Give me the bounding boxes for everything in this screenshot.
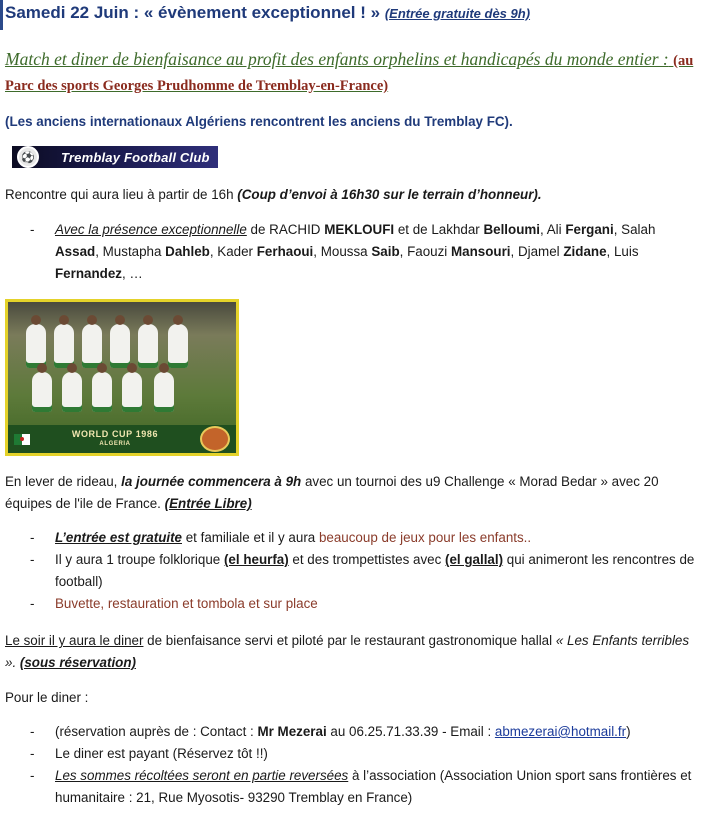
dash-bullet: - (30, 552, 35, 567)
team-photo (5, 299, 239, 456)
text-run: (el heurfa) (223, 552, 289, 567)
dash-bullet: - (30, 768, 35, 783)
text-run: L’entrée est gratuite (55, 530, 182, 545)
player-name: Zidane (563, 244, 607, 259)
text-run: , Moussa (313, 244, 372, 259)
logo-text: Tremblay Football Club (61, 149, 210, 165)
player-figure (32, 372, 52, 412)
text-run: , Salah (613, 222, 656, 237)
player-name: Assad (55, 244, 96, 259)
player-name: Fernandez (55, 266, 122, 281)
players-intro: Avec la présence exceptionnelle (55, 222, 247, 237)
text-run: ) (626, 724, 631, 739)
soir-paragraph (5, 630, 702, 674)
player-name: Saib (371, 244, 400, 259)
player-figure (92, 372, 112, 412)
list-item (0, 549, 702, 593)
dash-bullet: - (30, 746, 35, 761)
text-run: , Faouzi (399, 244, 451, 259)
list-item (0, 765, 702, 809)
algeria-flag-icon (14, 434, 30, 445)
text-run: , Ali (540, 222, 566, 237)
title-subtitle: (Entrée gratuite dès 9h) (384, 6, 531, 21)
text-run: , Kader (209, 244, 257, 259)
list-item (0, 721, 702, 743)
match-heading (5, 48, 702, 98)
list-item (0, 527, 702, 549)
player-name: Dahleb (165, 244, 210, 259)
text-run: et des trompettistes avec (288, 552, 445, 567)
diner-list (0, 721, 702, 809)
page-title (5, 2, 702, 25)
photo-caption-bar (8, 425, 236, 453)
text-run: et de Lakhdar (394, 222, 484, 237)
text-run: de bienfaisance servi et piloté par le restaurant gastronomique hallal (143, 633, 556, 648)
anciens-line: (Les anciens internationaux Algériens rencontrent les anciens du Tremblay FC). (5, 114, 513, 129)
text-run: et familiale et il y aura (182, 530, 319, 545)
player-figure (138, 324, 158, 368)
entree-libre: (Entrée Libre) (164, 496, 252, 511)
list-item (0, 219, 702, 285)
text-run: Il y aura 1 troupe folklorique (55, 552, 224, 567)
player-figure (168, 324, 188, 368)
dash-bullet: - (30, 596, 35, 611)
caption-text: WORLD CUP 1986 (71, 429, 159, 439)
email-link[interactable]: abmezerai@hotmail.fr (494, 724, 627, 739)
rencontre-line (5, 184, 702, 206)
match-text: Match et diner de bienfaisance au profit des enfants orphelins et handicapés du monde entier : (5, 49, 669, 69)
text-run: la journée commencera à 9h (121, 474, 302, 489)
player-name: Fergani (565, 222, 614, 237)
player-name: Mansouri (450, 244, 511, 259)
soccer-ball-icon: ⚽ (17, 146, 39, 168)
activities-list (0, 527, 702, 615)
text-run: beaucoup de jeux pour les enfants.. (318, 530, 532, 545)
text-run: En lever de rideau, (5, 474, 122, 489)
player-figure (154, 372, 174, 412)
text-run: (réservation auprès de : Contact : (55, 724, 258, 739)
text-run: Buvette, restauration et tombola et sur place (55, 596, 318, 611)
player-name: MEKLOUFI (324, 222, 395, 237)
sous-reservation: (sous réservation) (19, 655, 136, 670)
lever-paragraph (5, 471, 702, 515)
left-rule (0, 0, 3, 30)
caption-country: ALGERIA (99, 441, 131, 447)
player-figure (122, 372, 142, 412)
text-run: avec un tournoi des u9 Challenge « Morad Bedar » avec 20 équipes de l'ile de France. (5, 474, 659, 511)
rencontre-text: Rencontre qui aura lieu à partir de 16h (5, 187, 238, 202)
text-run: à l’association (Association Union sport sans frontières et humanitaire : 21, Rue Myosotis- 93290 Tremblay en France) (55, 768, 692, 805)
player-figure (26, 324, 46, 368)
pour-le-diner: Pour le diner : (5, 690, 89, 705)
text-run: Le soir il y aura le diner (5, 633, 144, 648)
text-run: , Djamel (510, 244, 564, 259)
player-figure (82, 324, 102, 368)
text-run: « Les Enfants terribles ». (5, 633, 690, 670)
dash-bullet: - (30, 724, 35, 739)
dash-bullet: - (30, 530, 35, 545)
list-item (0, 593, 702, 615)
player-name: Ferhaoui (256, 244, 314, 259)
text-run: Les sommes récoltées seront en partie reversées (55, 768, 349, 783)
player-figure (62, 372, 82, 412)
text-run: , … (121, 266, 143, 281)
photo-caption (72, 429, 158, 449)
players-list (0, 219, 702, 285)
list-item (0, 743, 702, 765)
emblem-icon (200, 426, 230, 452)
player-figure (110, 324, 130, 368)
player-name: Belloumi (483, 222, 541, 237)
title-text: Samedi 22 Juin : « évènement exceptionnel ! » (5, 3, 381, 22)
team-photo-image (8, 302, 236, 453)
match-venue: (au Parc des sports Georges Prudhomme de Tremblay-en-France) (5, 53, 694, 94)
text-run: , Luis (606, 244, 639, 259)
contact-name: Mr Mezerai (257, 724, 327, 739)
player-figure (54, 324, 74, 368)
dash-bullet: - (30, 222, 35, 237)
tremblay-fc-logo (12, 146, 218, 168)
text-run: qui animeront les rencontres de football) (55, 552, 695, 589)
text-run: , Mustapha (95, 244, 166, 259)
text-run: Le diner est payant (55, 746, 169, 761)
text-run: de RACHID (246, 222, 325, 237)
text-run: (el gallal) (445, 552, 504, 567)
text-run: au 06.25.71.33.39 - Email : (326, 724, 495, 739)
text-run: (Réservez tôt !!) (168, 746, 268, 761)
rencontre-note: (Coup d’envoi à 16h30 sur le terrain d’honneur). (237, 187, 542, 202)
